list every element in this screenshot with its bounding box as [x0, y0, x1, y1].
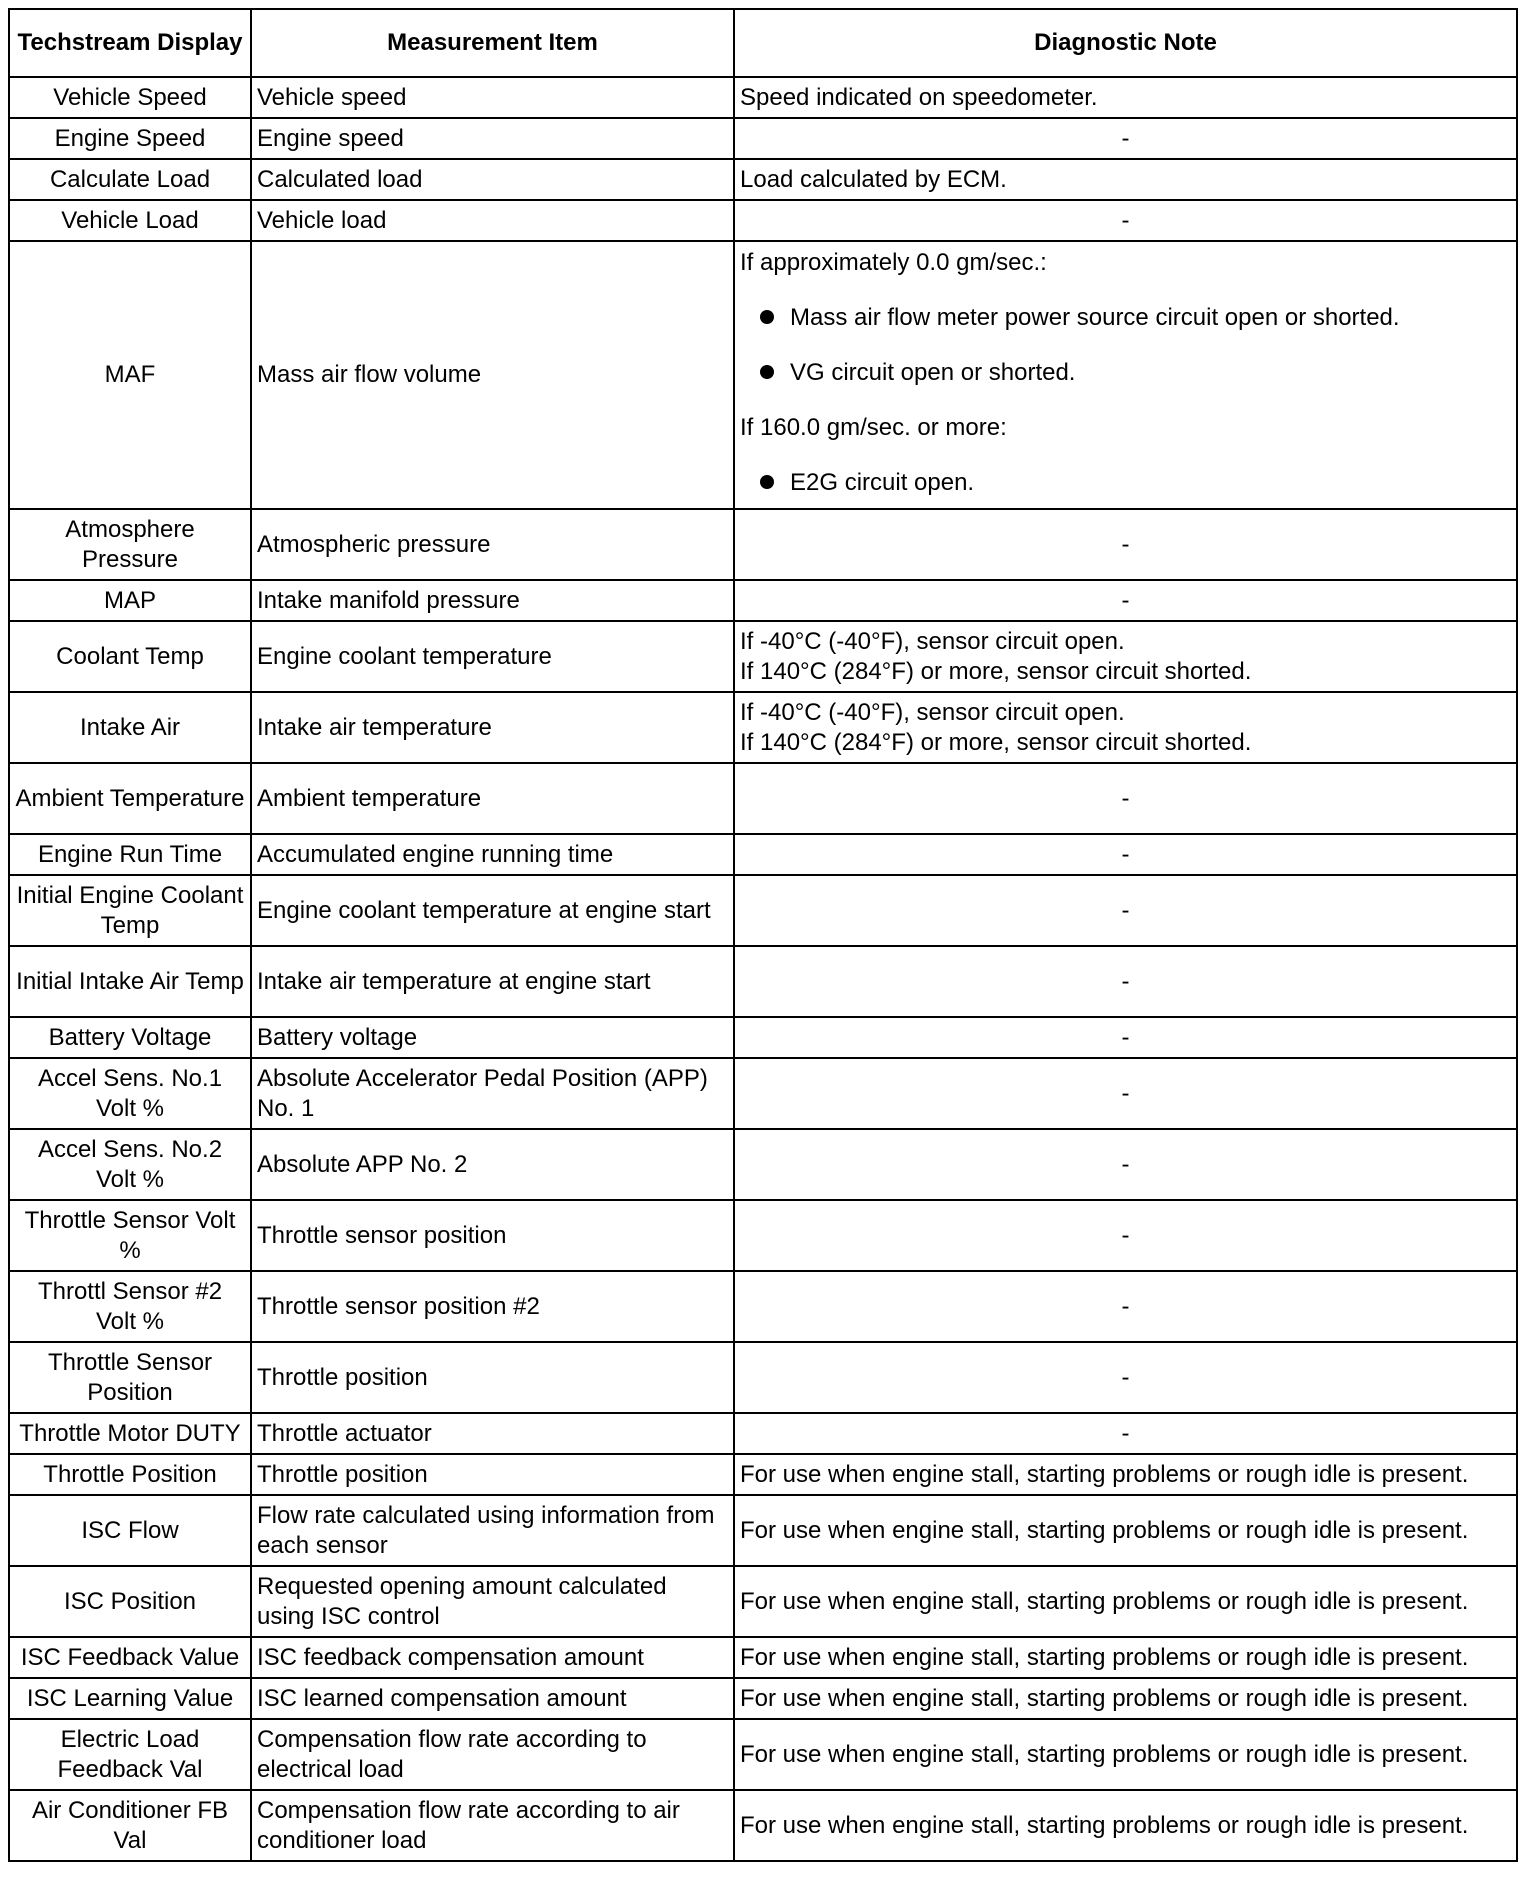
- techstream-display-cell: Initial Engine Coolant Temp: [9, 875, 251, 946]
- table-row: [9, 1566, 1517, 1637]
- techstream-display-cell: Initial Intake Air Temp: [9, 946, 251, 1017]
- note-line: If -40°C (-40°F), sensor circuit open.: [740, 698, 1125, 726]
- table-row: [9, 1200, 1517, 1271]
- techstream-display-cell: Coolant Temp: [9, 621, 251, 692]
- techstream-display-cell: ISC Learning Value: [9, 1678, 251, 1719]
- measurement-item-cell: Absolute Accelerator Pedal Position (APP) No. 1: [251, 1058, 734, 1129]
- measurement-table: [8, 8, 1518, 1862]
- techstream-display-cell: Engine Run Time: [9, 834, 251, 875]
- techstream-display-cell: Calculate Load: [9, 159, 251, 200]
- table-row: [9, 1790, 1517, 1861]
- table-row: [9, 1719, 1517, 1790]
- diagnostic-note-cell: -: [734, 580, 1517, 621]
- measurement-item-cell: Atmospheric pressure: [251, 509, 734, 580]
- techstream-display-cell: Accel Sens. No.2 Volt %: [9, 1129, 251, 1200]
- diagnostic-note-cell: For use when engine stall, starting problems or rough idle is present.: [734, 1637, 1517, 1678]
- table-row: [9, 159, 1517, 200]
- measurement-item-cell: Throttle sensor position #2: [251, 1271, 734, 1342]
- diagnostic-note-cell: -: [734, 1342, 1517, 1413]
- diagnostic-note-cell: [734, 621, 1517, 692]
- diagnostic-note-cell: For use when engine stall, starting problems or rough idle is present.: [734, 1790, 1517, 1861]
- techstream-display-cell: MAP: [9, 580, 251, 621]
- note-line: If 160.0 gm/sec. or more:: [740, 414, 1007, 441]
- measurement-item-cell: Requested opening amount calculated using ISC control: [251, 1566, 734, 1637]
- measurement-item-cell: Throttle actuator: [251, 1413, 734, 1454]
- table-row: [9, 1637, 1517, 1678]
- techstream-display-cell: Accel Sens. No.1 Volt %: [9, 1058, 251, 1129]
- table-row: [9, 77, 1517, 118]
- table-row: [9, 834, 1517, 875]
- diagnostic-note-cell: -: [734, 1271, 1517, 1342]
- measurement-item-cell: Compensation flow rate according to air conditioner load: [251, 1790, 734, 1861]
- diagnostic-note-cell: [734, 241, 1517, 509]
- table-row: [9, 621, 1517, 692]
- diagnostic-note-cell: -: [734, 118, 1517, 159]
- measurement-item-cell: Mass air flow volume: [251, 241, 734, 509]
- techstream-display-cell: ISC Position: [9, 1566, 251, 1637]
- techstream-display-cell: Vehicle Load: [9, 200, 251, 241]
- table-row: [9, 1017, 1517, 1058]
- techstream-display-cell: Battery Voltage: [9, 1017, 251, 1058]
- table-row: [9, 763, 1517, 834]
- table-row: [9, 509, 1517, 580]
- diagnostic-note-cell: Speed indicated on speedometer.: [734, 77, 1517, 118]
- measurement-item-cell: Engine speed: [251, 118, 734, 159]
- table-row: [9, 118, 1517, 159]
- diagnostic-note-cell: [734, 692, 1517, 763]
- techstream-display-cell: Electric Load Feedback Val: [9, 1719, 251, 1790]
- header-row: [9, 9, 1517, 77]
- diagnostic-note-cell: -: [734, 1129, 1517, 1200]
- table-row: [9, 1342, 1517, 1413]
- techstream-display-cell: Intake Air: [9, 692, 251, 763]
- diagnostic-note-cell: -: [734, 875, 1517, 946]
- diagnostic-note-cell: -: [734, 200, 1517, 241]
- measurement-item-cell: Ambient temperature: [251, 763, 734, 834]
- techstream-display-cell: Air Conditioner FB Val: [9, 1790, 251, 1861]
- diagnostic-note-cell: -: [734, 946, 1517, 1017]
- measurement-item-cell: Calculated load: [251, 159, 734, 200]
- measurement-item-cell: Engine coolant temperature at engine start: [251, 875, 734, 946]
- header-diagnostic-note: Diagnostic Note: [734, 9, 1517, 77]
- note-line: If -40°C (-40°F), sensor circuit open.: [740, 627, 1125, 655]
- measurement-item-cell: Vehicle speed: [251, 77, 734, 118]
- measurement-item-cell: ISC learned compensation amount: [251, 1678, 734, 1719]
- techstream-display-cell: Vehicle Speed: [9, 77, 251, 118]
- measurement-item-cell: Throttle position: [251, 1342, 734, 1413]
- techstream-display-cell: MAF: [9, 241, 251, 509]
- table-row: [9, 1058, 1517, 1129]
- measurement-item-cell: Throttle sensor position: [251, 1200, 734, 1271]
- techstream-display-cell: Throttl Sensor #2 Volt %: [9, 1271, 251, 1342]
- table-row: [9, 1678, 1517, 1719]
- table-row: [9, 1454, 1517, 1495]
- techstream-display-cell: Throttle Sensor Position: [9, 1342, 251, 1413]
- diagnostic-note-cell: -: [734, 1058, 1517, 1129]
- measurement-item-cell: Intake air temperature: [251, 692, 734, 763]
- table-row: [9, 1129, 1517, 1200]
- bullet-icon: [760, 475, 774, 489]
- table-row: [9, 200, 1517, 241]
- table-row: [9, 241, 1517, 509]
- table-row: [9, 1413, 1517, 1454]
- techstream-display-cell: Engine Speed: [9, 118, 251, 159]
- measurement-item-cell: Flow rate calculated using information from each sensor: [251, 1495, 734, 1566]
- measurement-item-cell: Throttle position: [251, 1454, 734, 1495]
- bullet-icon: [760, 365, 774, 379]
- note-line: If approximately 0.0 gm/sec.:: [740, 249, 1047, 276]
- measurement-item-cell: ISC feedback compensation amount: [251, 1637, 734, 1678]
- diagnostic-note-cell: For use when engine stall, starting problems or rough idle is present.: [734, 1454, 1517, 1495]
- measurement-item-cell: Accumulated engine running time: [251, 834, 734, 875]
- techstream-display-cell: Throttle Sensor Volt %: [9, 1200, 251, 1271]
- note-line: If 140°C (284°F) or more, sensor circuit shorted.: [740, 657, 1252, 685]
- diagnostic-note-cell: For use when engine stall, starting problems or rough idle is present.: [734, 1719, 1517, 1790]
- diagnostic-note-cell: For use when engine stall, starting problems or rough idle is present.: [734, 1495, 1517, 1566]
- measurement-item-cell: Intake manifold pressure: [251, 580, 734, 621]
- table-row: [9, 580, 1517, 621]
- note-line: If 140°C (284°F) or more, sensor circuit shorted.: [740, 728, 1252, 756]
- note-bullet-item: VG circuit open or shorted.: [740, 358, 1511, 388]
- techstream-display-cell: Atmosphere Pressure: [9, 509, 251, 580]
- diagnostic-note-cell: -: [734, 509, 1517, 580]
- table-row: [9, 692, 1517, 763]
- table-row: [9, 946, 1517, 1017]
- measurement-item-cell: Intake air temperature at engine start: [251, 946, 734, 1017]
- header-measurement-item: Measurement Item: [251, 9, 734, 77]
- bullet-icon: [760, 310, 774, 324]
- techstream-display-cell: Ambient Temperature: [9, 763, 251, 834]
- header-techstream-display: Techstream Display: [9, 9, 251, 77]
- diagnostic-note-cell: -: [734, 834, 1517, 875]
- techstream-display-cell: ISC Flow: [9, 1495, 251, 1566]
- diagnostic-note-cell: For use when engine stall, starting problems or rough idle is present.: [734, 1566, 1517, 1637]
- note-bullet-item: Mass air flow meter power source circuit open or shorted.: [740, 303, 1511, 333]
- techstream-display-cell: ISC Feedback Value: [9, 1637, 251, 1678]
- measurement-item-cell: Absolute APP No. 2: [251, 1129, 734, 1200]
- techstream-display-cell: Throttle Motor DUTY: [9, 1413, 251, 1454]
- diagnostic-note-cell: -: [734, 1200, 1517, 1271]
- table-row: [9, 875, 1517, 946]
- diagnostic-note-cell: Load calculated by ECM.: [734, 159, 1517, 200]
- table-row: [9, 1271, 1517, 1342]
- table-row: [9, 1495, 1517, 1566]
- diagnostic-note-cell: -: [734, 1413, 1517, 1454]
- measurement-item-cell: Vehicle load: [251, 200, 734, 241]
- diagnostic-note-cell: -: [734, 763, 1517, 834]
- techstream-display-cell: Throttle Position: [9, 1454, 251, 1495]
- measurement-item-cell: Compensation flow rate according to electrical load: [251, 1719, 734, 1790]
- measurement-item-cell: Engine coolant temperature: [251, 621, 734, 692]
- diagnostic-note-cell: -: [734, 1017, 1517, 1058]
- note-bullet-item: E2G circuit open.: [740, 468, 1511, 498]
- diagnostic-note-cell: For use when engine stall, starting problems or rough idle is present.: [734, 1678, 1517, 1719]
- measurement-item-cell: Battery voltage: [251, 1017, 734, 1058]
